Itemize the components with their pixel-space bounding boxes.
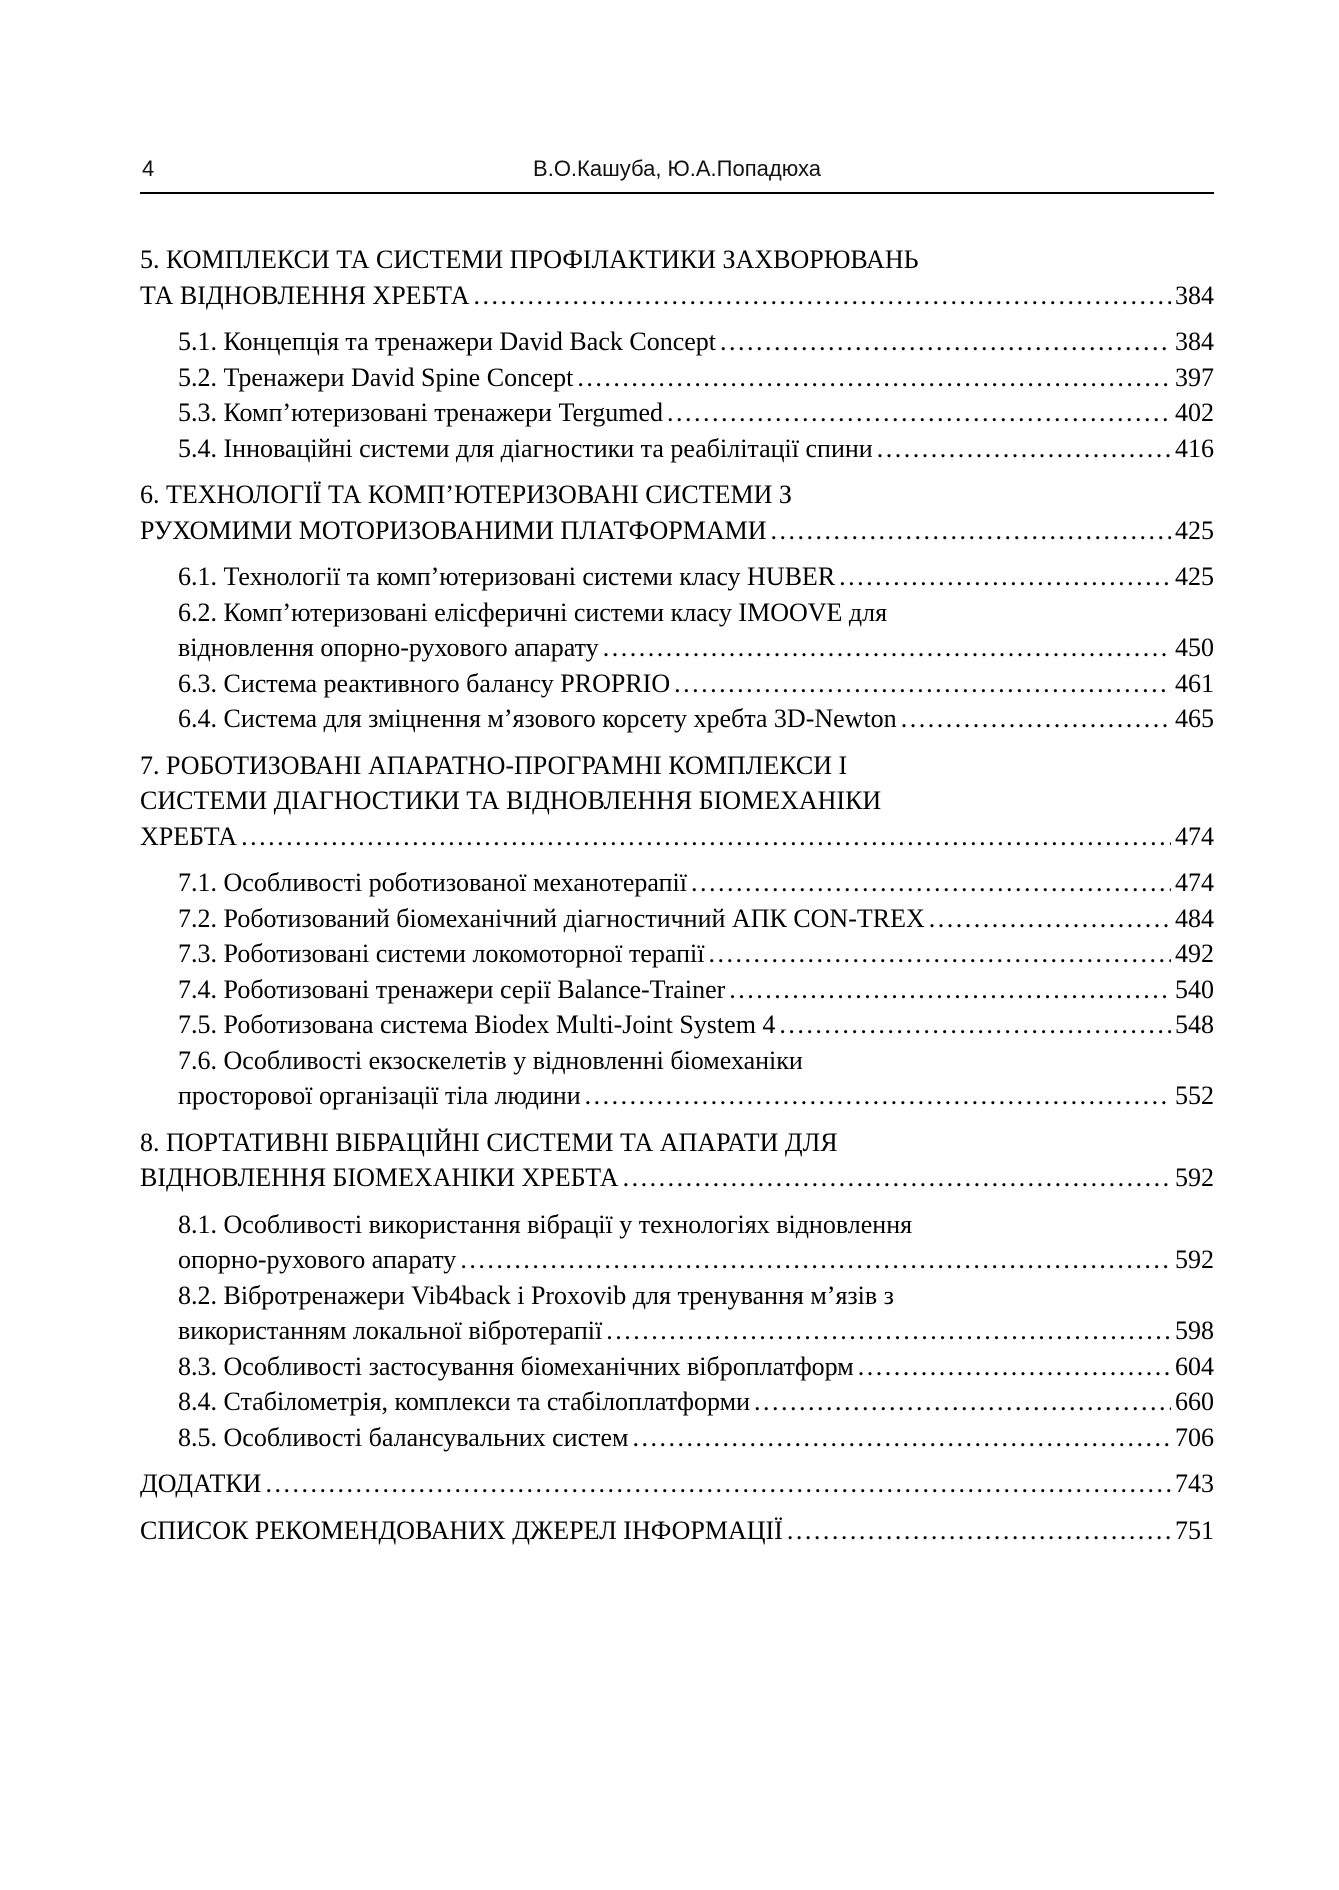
toc-page-number: 425 — [1175, 562, 1214, 591]
toc-entry — [140, 1513, 1214, 1549]
toc-entry-row — [178, 431, 1214, 467]
dot-leader — [585, 1078, 1171, 1114]
toc-subsections — [140, 559, 1214, 737]
toc-entry-title-line: 6.3. Система реактивного балансу PROPRIO — [178, 668, 671, 698]
toc-page-number: 592 — [1175, 1163, 1214, 1192]
dot-leader — [709, 936, 1172, 972]
toc-entry-title-line: 8. ПОРТАТИВНІ ВІБРАЦІЙНІ СИСТЕМИ ТА АПАРАТИ ДЛЯ — [140, 1127, 838, 1157]
toc-entry-row — [178, 1420, 1214, 1456]
toc-subentry — [140, 936, 1214, 972]
toc-page-number: 552 — [1175, 1081, 1214, 1110]
toc-entry-row — [178, 666, 1214, 702]
toc-subsections — [140, 324, 1214, 466]
toc-entry-title-line: СПИСОК РЕКОМЕНДОВАНИХ ДЖЕРЕЛ ІНФОРМАЦІЇ — [140, 1515, 783, 1545]
toc-entry-row — [178, 630, 1214, 666]
toc-entry-row — [178, 360, 1214, 396]
toc-entry-row — [178, 1007, 1214, 1043]
toc-entry-title-line: 6.1. Технології та комп’ютеризовані системи класу HUBER — [178, 562, 836, 591]
toc-page-number: 402 — [1175, 398, 1214, 427]
toc-entry-title-line: 6.2. Комп’ютеризовані елісферичні системи класу IMOOVE для — [178, 597, 888, 627]
toc-page-number: 660 — [1175, 1387, 1214, 1416]
dot-leader — [877, 431, 1171, 467]
toc-entry-title-line: 5.2. Тренажери David Spine Concept — [178, 362, 574, 392]
toc-page-number: 592 — [1175, 1245, 1214, 1274]
dot-leader — [929, 901, 1171, 937]
toc-entry-row — [178, 1313, 1214, 1349]
toc-page-number: 384 — [1175, 327, 1214, 356]
toc-subentry — [140, 701, 1214, 737]
toc-page-number: 461 — [1175, 668, 1214, 698]
toc-entry-row — [178, 395, 1214, 431]
toc-entry-title-line: опорно-рухового апарату — [178, 1245, 457, 1274]
dot-leader — [729, 972, 1171, 1008]
toc-entry — [140, 477, 1214, 548]
toc-subentry — [140, 1278, 1214, 1349]
toc-subentry — [140, 431, 1214, 467]
dot-leader — [839, 559, 1171, 595]
page-header — [140, 152, 1214, 194]
page-number: 4 — [142, 156, 155, 181]
dot-leader — [779, 1007, 1171, 1043]
dot-leader — [754, 1384, 1171, 1420]
running-head: В.О.Кашуба, Ю.А.Попадюха — [533, 156, 821, 181]
toc-page-number: 540 — [1175, 974, 1214, 1004]
dot-leader — [901, 701, 1171, 737]
toc-section — [140, 477, 1214, 737]
dot-leader — [691, 865, 1171, 901]
toc-page-number: 548 — [1175, 1010, 1214, 1039]
dot-leader — [623, 1160, 1171, 1196]
toc-entry-title-line: 5.3. Комп’ютеризовані тренажери Tergumed — [178, 398, 664, 427]
toc-entry-row — [178, 1349, 1214, 1385]
toc-entry-row — [178, 701, 1214, 737]
toc-entry-row — [140, 1466, 1214, 1502]
toc-entry-title-line: використанням локальної вібротерапії — [178, 1316, 603, 1345]
toc-entry-title-line: 7.5. Роботизована система Biodex Multi-Joint System 4 — [178, 1010, 776, 1039]
toc-section — [140, 748, 1214, 1114]
dot-leader — [771, 513, 1171, 549]
toc-entry-row — [140, 819, 1214, 855]
toc-entry-title-line: 7.6. Особливості екзоскелетів у відновленні біомеханіки — [178, 1045, 803, 1075]
dot-leader — [667, 395, 1171, 431]
toc-entry-row — [140, 1513, 1214, 1549]
toc-page-number: 492 — [1175, 939, 1214, 968]
toc-entry-row — [178, 1242, 1214, 1278]
toc-page-number: 484 — [1175, 903, 1214, 933]
toc-entry-row — [178, 901, 1214, 937]
toc-subentry — [140, 1207, 1214, 1278]
toc-subentry — [140, 324, 1214, 360]
toc-entry — [140, 1466, 1214, 1502]
toc-entry-title-line: ВІДНОВЛЕННЯ БІОМЕХАНІКИ ХРЕБТА — [140, 1163, 619, 1192]
toc-page-number: 706 — [1175, 1422, 1214, 1452]
toc-entry-title-line: 7.4. Роботизовані тренажери серії Balance-Trainer — [178, 974, 726, 1004]
toc-entry-title-line: 7.2. Роботизований біомеханічний діагностичний АПК CON-TREX — [178, 903, 925, 933]
toc-subsections — [140, 865, 1214, 1114]
toc-entry-title-line: СИСТЕМИ ДІАГНОСТИКИ ТА ВІДНОВЛЕННЯ БІОМЕХАНІКИ — [140, 786, 882, 815]
toc-entry-row — [140, 513, 1214, 549]
toc-entry — [140, 1125, 1214, 1196]
dot-leader — [633, 1420, 1172, 1456]
toc-subentry — [140, 1420, 1214, 1456]
toc-entry-title-line: 6. ТЕХНОЛОГІЇ ТА КОМП’ЮТЕРИЗОВАНІ СИСТЕМИ З — [140, 480, 792, 509]
toc-section — [140, 242, 1214, 466]
toc-entry-row — [178, 1078, 1214, 1114]
toc-entry-title-line: 5.1. Концепція та тренажери David Back Concept — [178, 327, 717, 356]
toc-subentry — [140, 1349, 1214, 1385]
dot-leader — [473, 278, 1171, 314]
toc-page-number: 474 — [1175, 868, 1214, 897]
toc-entry-title-line: 7.1. Особливості роботизованої механотерапії — [178, 868, 687, 897]
toc-subentry — [140, 360, 1214, 396]
toc-subentry — [140, 865, 1214, 901]
toc-entry-title-line: ХРЕБТА — [140, 821, 238, 851]
toc-subentry — [140, 1043, 1214, 1114]
toc-subentry — [140, 395, 1214, 431]
toc-entry-title-line: відновлення опорно-рухового апарату — [178, 633, 599, 662]
toc-subentry — [140, 1384, 1214, 1420]
toc-subentry — [140, 559, 1214, 595]
toc-subentry — [140, 901, 1214, 937]
toc-entry-title-line: 8.1. Особливості використання вібрації у технологіях відновлення — [178, 1209, 913, 1239]
toc-entry-row — [178, 1384, 1214, 1420]
toc-subsections — [140, 1207, 1214, 1456]
toc-section — [140, 1125, 1214, 1456]
dot-leader — [241, 819, 1171, 855]
toc-entry-title-line: 8.4. Стабілометрія, комплекси та стабілоплатформи — [178, 1387, 750, 1416]
dot-leader — [858, 1349, 1171, 1385]
toc-page-number: 474 — [1175, 821, 1214, 851]
table-of-contents — [140, 242, 1214, 1559]
toc-subentry — [140, 595, 1214, 666]
toc-subentry — [140, 1007, 1214, 1043]
toc-entry-row — [140, 278, 1214, 314]
toc-entry-title-line: просторової організації тіла людини — [178, 1081, 581, 1110]
dot-leader — [460, 1242, 1171, 1278]
toc-entry-row — [140, 1160, 1214, 1196]
dot-leader — [674, 666, 1171, 702]
toc-section — [140, 1513, 1214, 1549]
toc-section — [140, 1466, 1214, 1502]
toc-entry — [140, 748, 1214, 855]
dot-leader — [603, 630, 1171, 666]
toc-entry-title-line: 8.2. Вібротренажери Vib4back і Proxovib для тренування м’язів з — [178, 1280, 894, 1310]
toc-page-number: 465 — [1175, 704, 1214, 733]
toc-page-number: 397 — [1175, 362, 1214, 392]
toc-page-number: 384 — [1175, 280, 1214, 310]
dot-leader — [577, 360, 1171, 396]
dot-leader — [606, 1313, 1171, 1349]
dot-leader — [720, 324, 1171, 360]
toc-entry — [140, 242, 1214, 313]
toc-entry-title-line: ТА ВІДНОВЛЕННЯ ХРЕБТА — [140, 280, 470, 310]
toc-entry-title-line: 8.3. Особливості застосування біомеханічних віброплатформ — [178, 1351, 854, 1381]
toc-page-number: 450 — [1175, 633, 1214, 662]
dot-leader — [787, 1513, 1171, 1549]
toc-page-number: 425 — [1175, 515, 1214, 545]
toc-entry-title-line: 8.5. Особливості балансувальних систем — [178, 1422, 629, 1452]
toc-entry-title-line: 5. КОМПЛЕКСИ ТА СИСТЕМИ ПРОФІЛАКТИКИ ЗАХВОРЮВАНЬ — [140, 245, 919, 274]
toc-page-number: 743 — [1175, 1469, 1214, 1498]
toc-entry-row — [178, 559, 1214, 595]
dot-leader — [265, 1466, 1171, 1502]
toc-entry-title-line: РУХОМИМИ МОТОРИЗОВАНИМИ ПЛАТФОРМАМИ — [140, 515, 767, 545]
toc-subentry — [140, 972, 1214, 1008]
toc-page-number: 598 — [1175, 1316, 1214, 1345]
toc-entry-row — [178, 865, 1214, 901]
toc-entry-title-line: 7.3. Роботизовані системи локомоторної терапії — [178, 939, 705, 968]
toc-entry-title-line: 7. РОБОТИЗОВАНІ АПАРАТНО-ПРОГРАМНІ КОМПЛЕКСИ І — [140, 750, 848, 780]
toc-entry-title-line: 5.4. Інноваційні системи для діагностики та реабілітації спини — [178, 433, 873, 463]
toc-entry-title-line: ДОДАТКИ — [140, 1469, 262, 1498]
toc-page-number: 751 — [1175, 1515, 1214, 1545]
toc-entry-row — [178, 324, 1214, 360]
toc-entry-row — [178, 936, 1214, 972]
toc-page-number: 604 — [1175, 1351, 1214, 1381]
toc-entry-title-line: 6.4. Система для зміцнення м’язового корсету хребта 3D-Newton — [178, 704, 897, 733]
toc-subentry — [140, 666, 1214, 702]
toc-page-number: 416 — [1175, 433, 1214, 463]
toc-entry-row — [178, 972, 1214, 1008]
